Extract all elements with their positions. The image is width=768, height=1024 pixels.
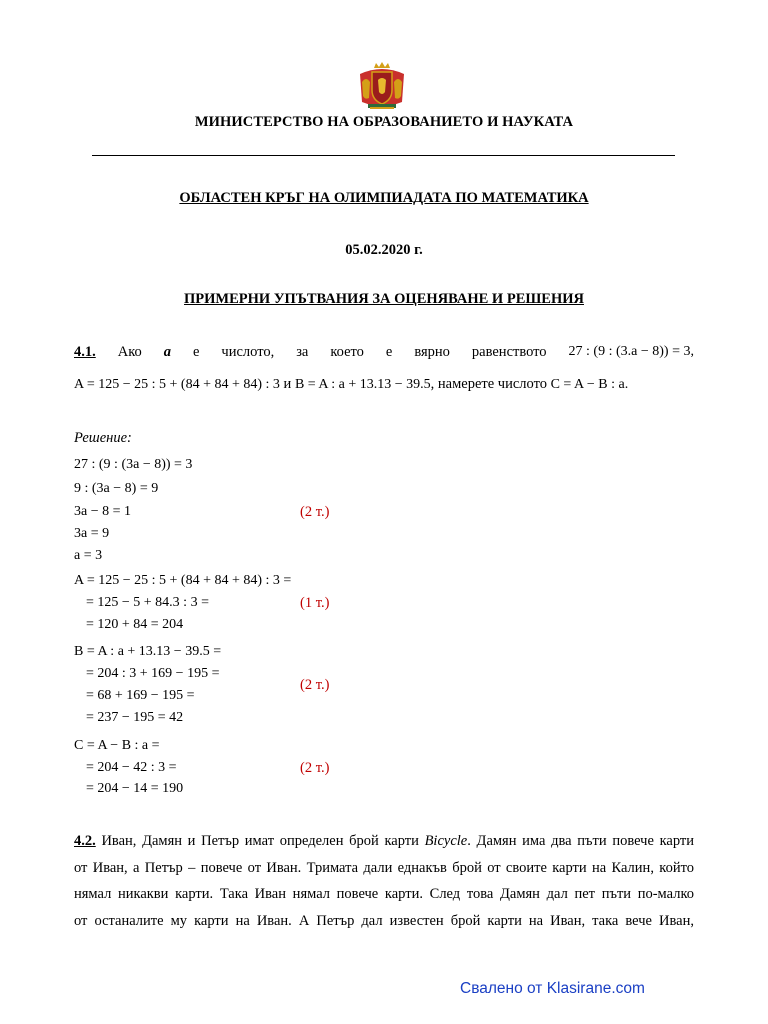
- source-footer: Свалено от Klasirane.com: [460, 980, 645, 997]
- word: е: [385, 344, 393, 360]
- word: вярно: [414, 344, 450, 360]
- solution-step: 9 : (3a − 8) = 9: [74, 481, 159, 496]
- problem-2-number: 4.2.: [74, 833, 96, 849]
- document-subtitle: ПРИМЕРНИ УПЪТВАНИЯ ЗА ОЦЕНЯВАНЕ И РЕШЕНИЯ: [184, 291, 584, 307]
- solution-step: = 68 + 169 − 195 =: [86, 688, 195, 703]
- points-label: (2 т.): [300, 504, 330, 520]
- solution-step: 3a − 8 = 1: [74, 504, 132, 519]
- solution-step: 3a = 9: [74, 526, 110, 541]
- solution-step: a = 3: [74, 548, 103, 563]
- solution-step: = 125 − 5 + 84.3 : 3 =: [86, 595, 209, 610]
- problem-1-statement-line-2: [74, 376, 628, 393]
- solution-step: A = 125 − 25 : 5 + (84 + 84 + 84) : 3 =: [74, 573, 292, 588]
- word: което: [330, 344, 364, 360]
- points-label: (1 т.): [300, 595, 330, 611]
- solution-step: C = A − B : a =: [74, 738, 160, 753]
- word: Ако: [117, 344, 142, 360]
- expression-a: A = 125 − 25 : 5 + (84 + 84 + 84) : 3: [74, 377, 280, 392]
- brand-name: Bicycle: [424, 833, 468, 849]
- solution-step: = 237 − 195 = 42: [86, 710, 184, 725]
- word: за: [296, 344, 309, 360]
- word: е: [192, 344, 200, 360]
- expression-b: B = A : a + 13.13 − 39.5: [294, 377, 431, 392]
- solution-step: = 204 − 42 : 3 =: [86, 760, 177, 775]
- problem-2-line: нямал никакви карти. Така Иван нямал повече карти. След това Дамян дал пет пъти по-малко: [74, 886, 694, 902]
- solution-step: = 204 − 14 = 190: [86, 781, 184, 796]
- word: числото,: [221, 344, 275, 360]
- text-fragment: Иван, Дамян и Петър имат определен брой карти: [101, 833, 419, 849]
- exam-date: 05.02.2020 г.: [345, 242, 423, 258]
- conjunction: и: [283, 376, 292, 392]
- variable-a: a: [163, 344, 171, 360]
- solution-step: B = A : a + 13.13 − 39.5 =: [74, 644, 222, 659]
- equation-condition: 27 : (9 : (3.a − 8)) = 3,: [568, 344, 694, 359]
- expression-c: C = A − B : a.: [550, 377, 629, 392]
- problem-2-line: от Иван, а Петър – повече от Иван. Тримата дали еднакъв брой от своите карти на Калин, който: [74, 859, 694, 876]
- problem-2-line: [74, 828, 694, 855]
- solution-step: = 120 + 84 = 204: [86, 617, 184, 632]
- solution-step: 27 : (9 : (3a − 8)) = 3: [74, 457, 193, 472]
- header-divider: [92, 155, 675, 156]
- points-label: (2 т.): [300, 760, 330, 776]
- problem-2-statement: [74, 828, 694, 934]
- text-fragment: . Дамян има два пъти повече карти: [467, 833, 694, 849]
- problem-1-number: 4.1.: [74, 344, 96, 360]
- competition-title: ОБЛАСТЕН КРЪГ НА ОЛИМПИАДАТА ПО МАТЕМАТИКА: [179, 190, 589, 206]
- problem-2-line: от останалите му карти на Иван. А Петър дал известен брой карти на Иван, така вече Иван,: [74, 912, 694, 929]
- coat-of-arms-icon: [356, 60, 408, 112]
- word: равенството: [471, 344, 547, 360]
- statement-text: , намерете числото: [430, 376, 547, 392]
- solution-label: Решение:: [74, 430, 132, 446]
- ministry-title: МИНИСТЕРСТВО НА ОБРАЗОВАНИЕТО И НАУКАТА: [194, 114, 574, 130]
- points-label: (2 т.): [300, 677, 330, 693]
- problem-1-statement-line-1: [74, 344, 694, 361]
- solution-step: = 204 : 3 + 169 − 195 =: [86, 666, 220, 681]
